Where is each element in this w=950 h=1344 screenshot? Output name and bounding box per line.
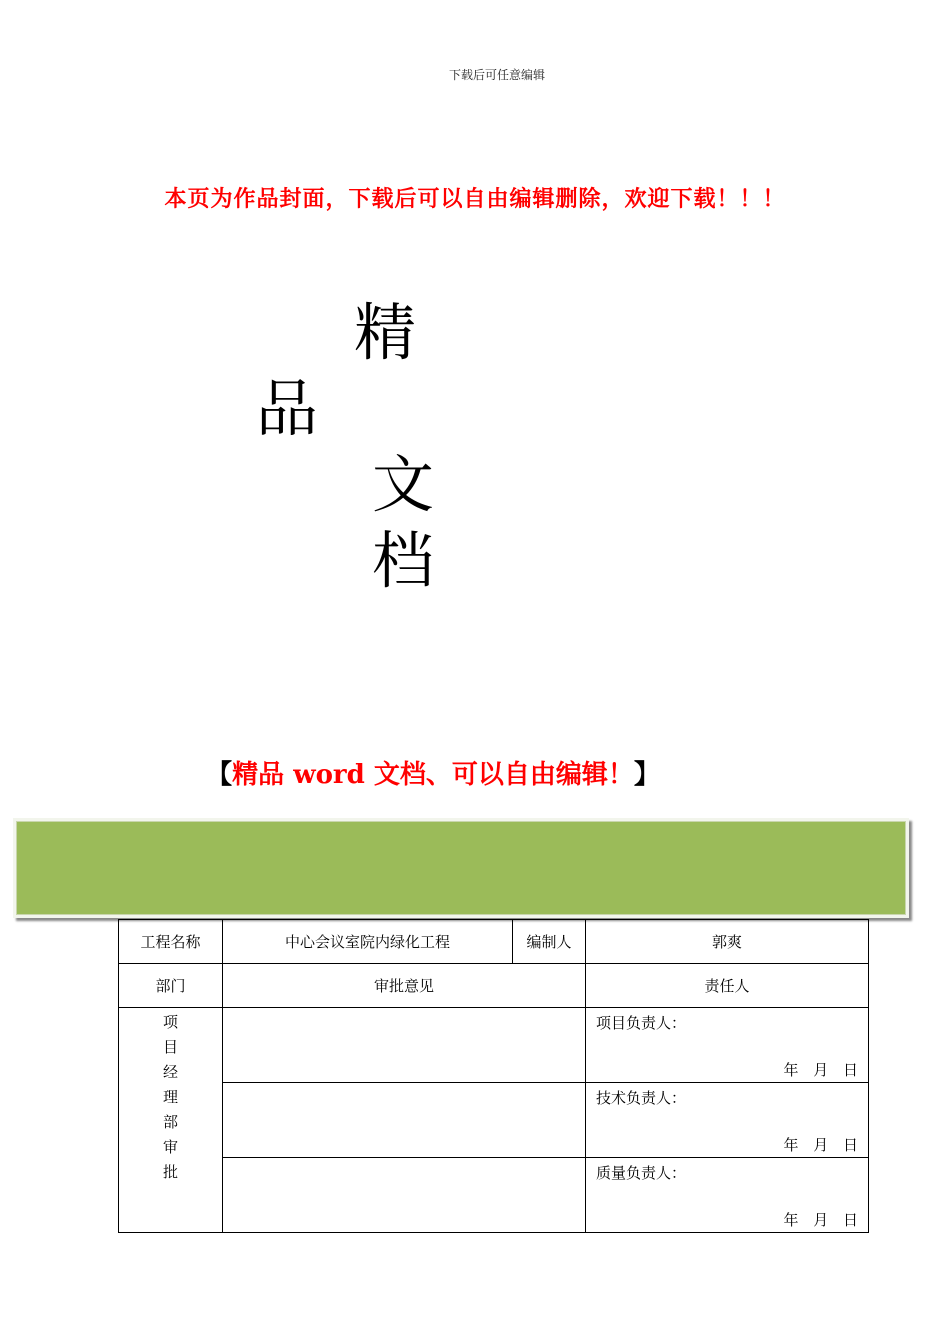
header-note: 下载后可任意编辑 [448, 68, 545, 82]
author-label: 编制人 [513, 920, 586, 964]
cover-notice: 本页为作品封面，下载后可以自由编辑删除，欢迎下载！！！ [164, 187, 786, 212]
subtitle-text: 精品 word 文档、可以自由编辑！ [232, 760, 634, 790]
opinion-cell-3[interactable] [223, 1158, 586, 1233]
signer-label: 质量负责人： [596, 1164, 687, 1182]
signer-cell-3 [586, 1158, 869, 1233]
responsible-header: 责任人 [586, 964, 869, 1008]
opinion-cell-2[interactable] [223, 1083, 586, 1158]
dept-vertical-cell [119, 1008, 223, 1233]
signer-date: 年 月 日 [783, 1061, 858, 1079]
opinion-cell-1[interactable] [223, 1008, 586, 1083]
signer-label: 技术负责人： [596, 1089, 687, 1107]
opinion-header: 审批意见 [223, 964, 586, 1008]
table-row [119, 1158, 869, 1233]
dept-char: 目 [162, 1038, 178, 1056]
dept-char: 审 [162, 1138, 178, 1156]
signer-date: 年 月 日 [783, 1211, 858, 1229]
table-row [119, 1083, 869, 1158]
dept-char: 理 [162, 1088, 178, 1106]
approval-form-table [118, 919, 869, 1233]
author-value: 郭爽 [586, 920, 869, 964]
signer-cell-1 [586, 1008, 869, 1083]
table-row [119, 920, 869, 964]
signer-cell-2 [586, 1083, 869, 1158]
subtitle [0, 754, 866, 791]
subtitle-open-bracket: 【 [206, 760, 233, 790]
dept-header: 部门 [119, 964, 223, 1008]
table-row [119, 964, 869, 1008]
dept-char: 项 [162, 1013, 178, 1031]
dept-char: 批 [162, 1163, 178, 1181]
signer-date: 年 月 日 [783, 1136, 858, 1154]
subtitle-close-bracket: 】 [633, 760, 660, 790]
table-row [119, 1008, 869, 1083]
project-name-label: 工程名称 [119, 920, 223, 964]
title-char-pin: 品 [256, 372, 319, 445]
project-name-value: 中心会议室院内绿化工程 [223, 920, 513, 964]
title-char-jing: 精 [354, 296, 417, 369]
green-banner [13, 818, 909, 918]
signer-label: 项目负责人： [596, 1014, 687, 1032]
dept-char: 经 [162, 1063, 178, 1081]
title-char-wen: 文 [372, 448, 435, 521]
dept-char: 部 [162, 1113, 178, 1131]
title-char-dang: 档 [372, 524, 435, 597]
